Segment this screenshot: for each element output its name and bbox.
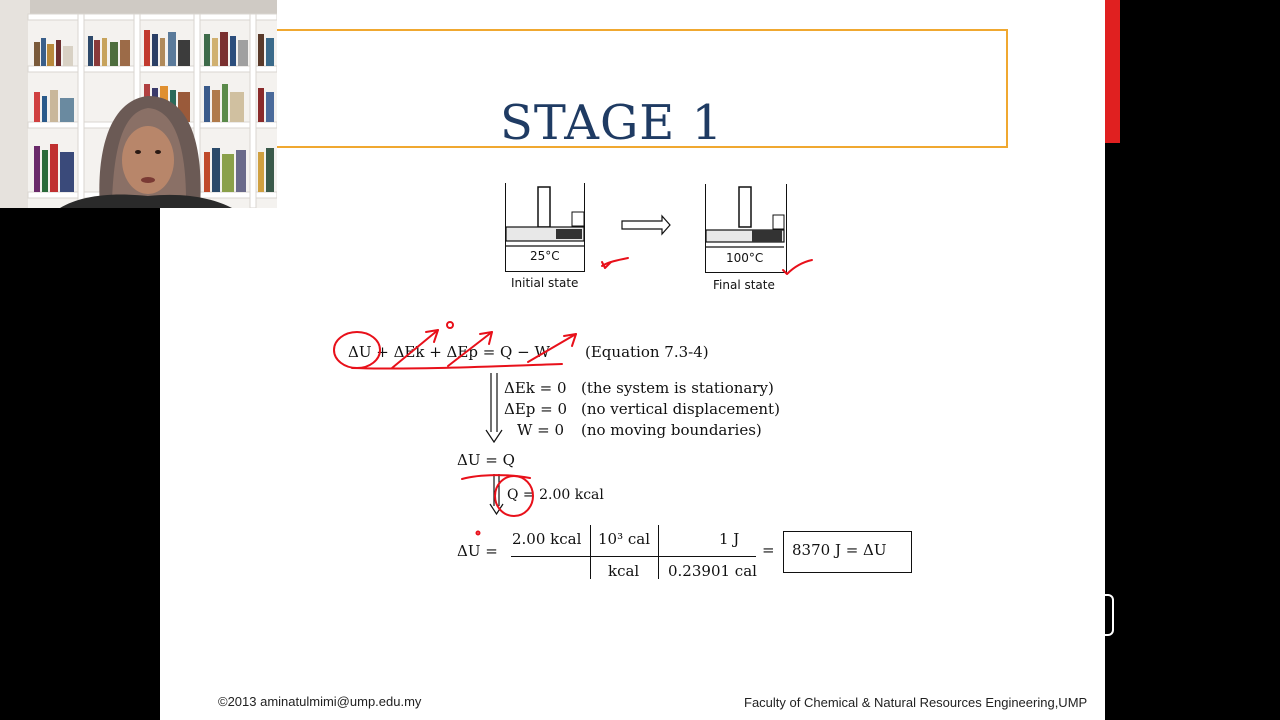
calc-numerator-1: 2.00 kcal [512,530,582,548]
calc-numerator-3: 1 J [719,530,740,548]
calc-denominator-2: kcal [608,562,640,580]
calc-equals: = [762,541,775,559]
presenter-webcam [0,0,277,208]
condition-kinetic: ΔEk = 0 [504,379,567,397]
result-du-equals-q: ΔU = Q [457,451,515,469]
equation-reference: (Equation 7.3-4) [585,343,709,361]
calc-numerator-2: 10³ cal [598,530,651,548]
q-value: Q = 2.00 kcal [507,487,604,503]
scroll-handle[interactable] [1100,594,1114,636]
fraction-line [511,556,756,557]
condition-potential-note: (no vertical displacement) [581,400,780,418]
factor-separator-1 [590,525,591,579]
footer-copyright: ©2013 aminatulmimi@ump.edu.my [218,694,422,709]
calc-lhs: ΔU = [457,542,498,560]
footer-faculty: Faculty of Chemical & Natural Resources Engineering,UMP [744,695,1088,710]
slide-title: STAGE 1 [500,95,724,151]
condition-potential: ΔEp = 0 [504,400,568,418]
condition-kinetic-note: (the system is stationary) [581,379,774,397]
condition-work-note: (no moving boundaries) [581,421,762,439]
initial-temp: 25°C [530,249,560,263]
final-temp: 100°C [726,251,764,265]
factor-separator-2 [658,525,659,579]
energy-balance-equation: ΔU + ΔEk + ΔEp = Q − W [348,343,550,361]
condition-work: W = 0 [517,421,565,439]
final-result: 8370 J = ΔU [792,541,887,559]
calc-denominator-3: 0.23901 cal [668,562,757,580]
final-state-label: Final state [713,278,775,292]
initial-state-label: Initial state [511,276,579,290]
side-accent-bar [1105,0,1120,143]
